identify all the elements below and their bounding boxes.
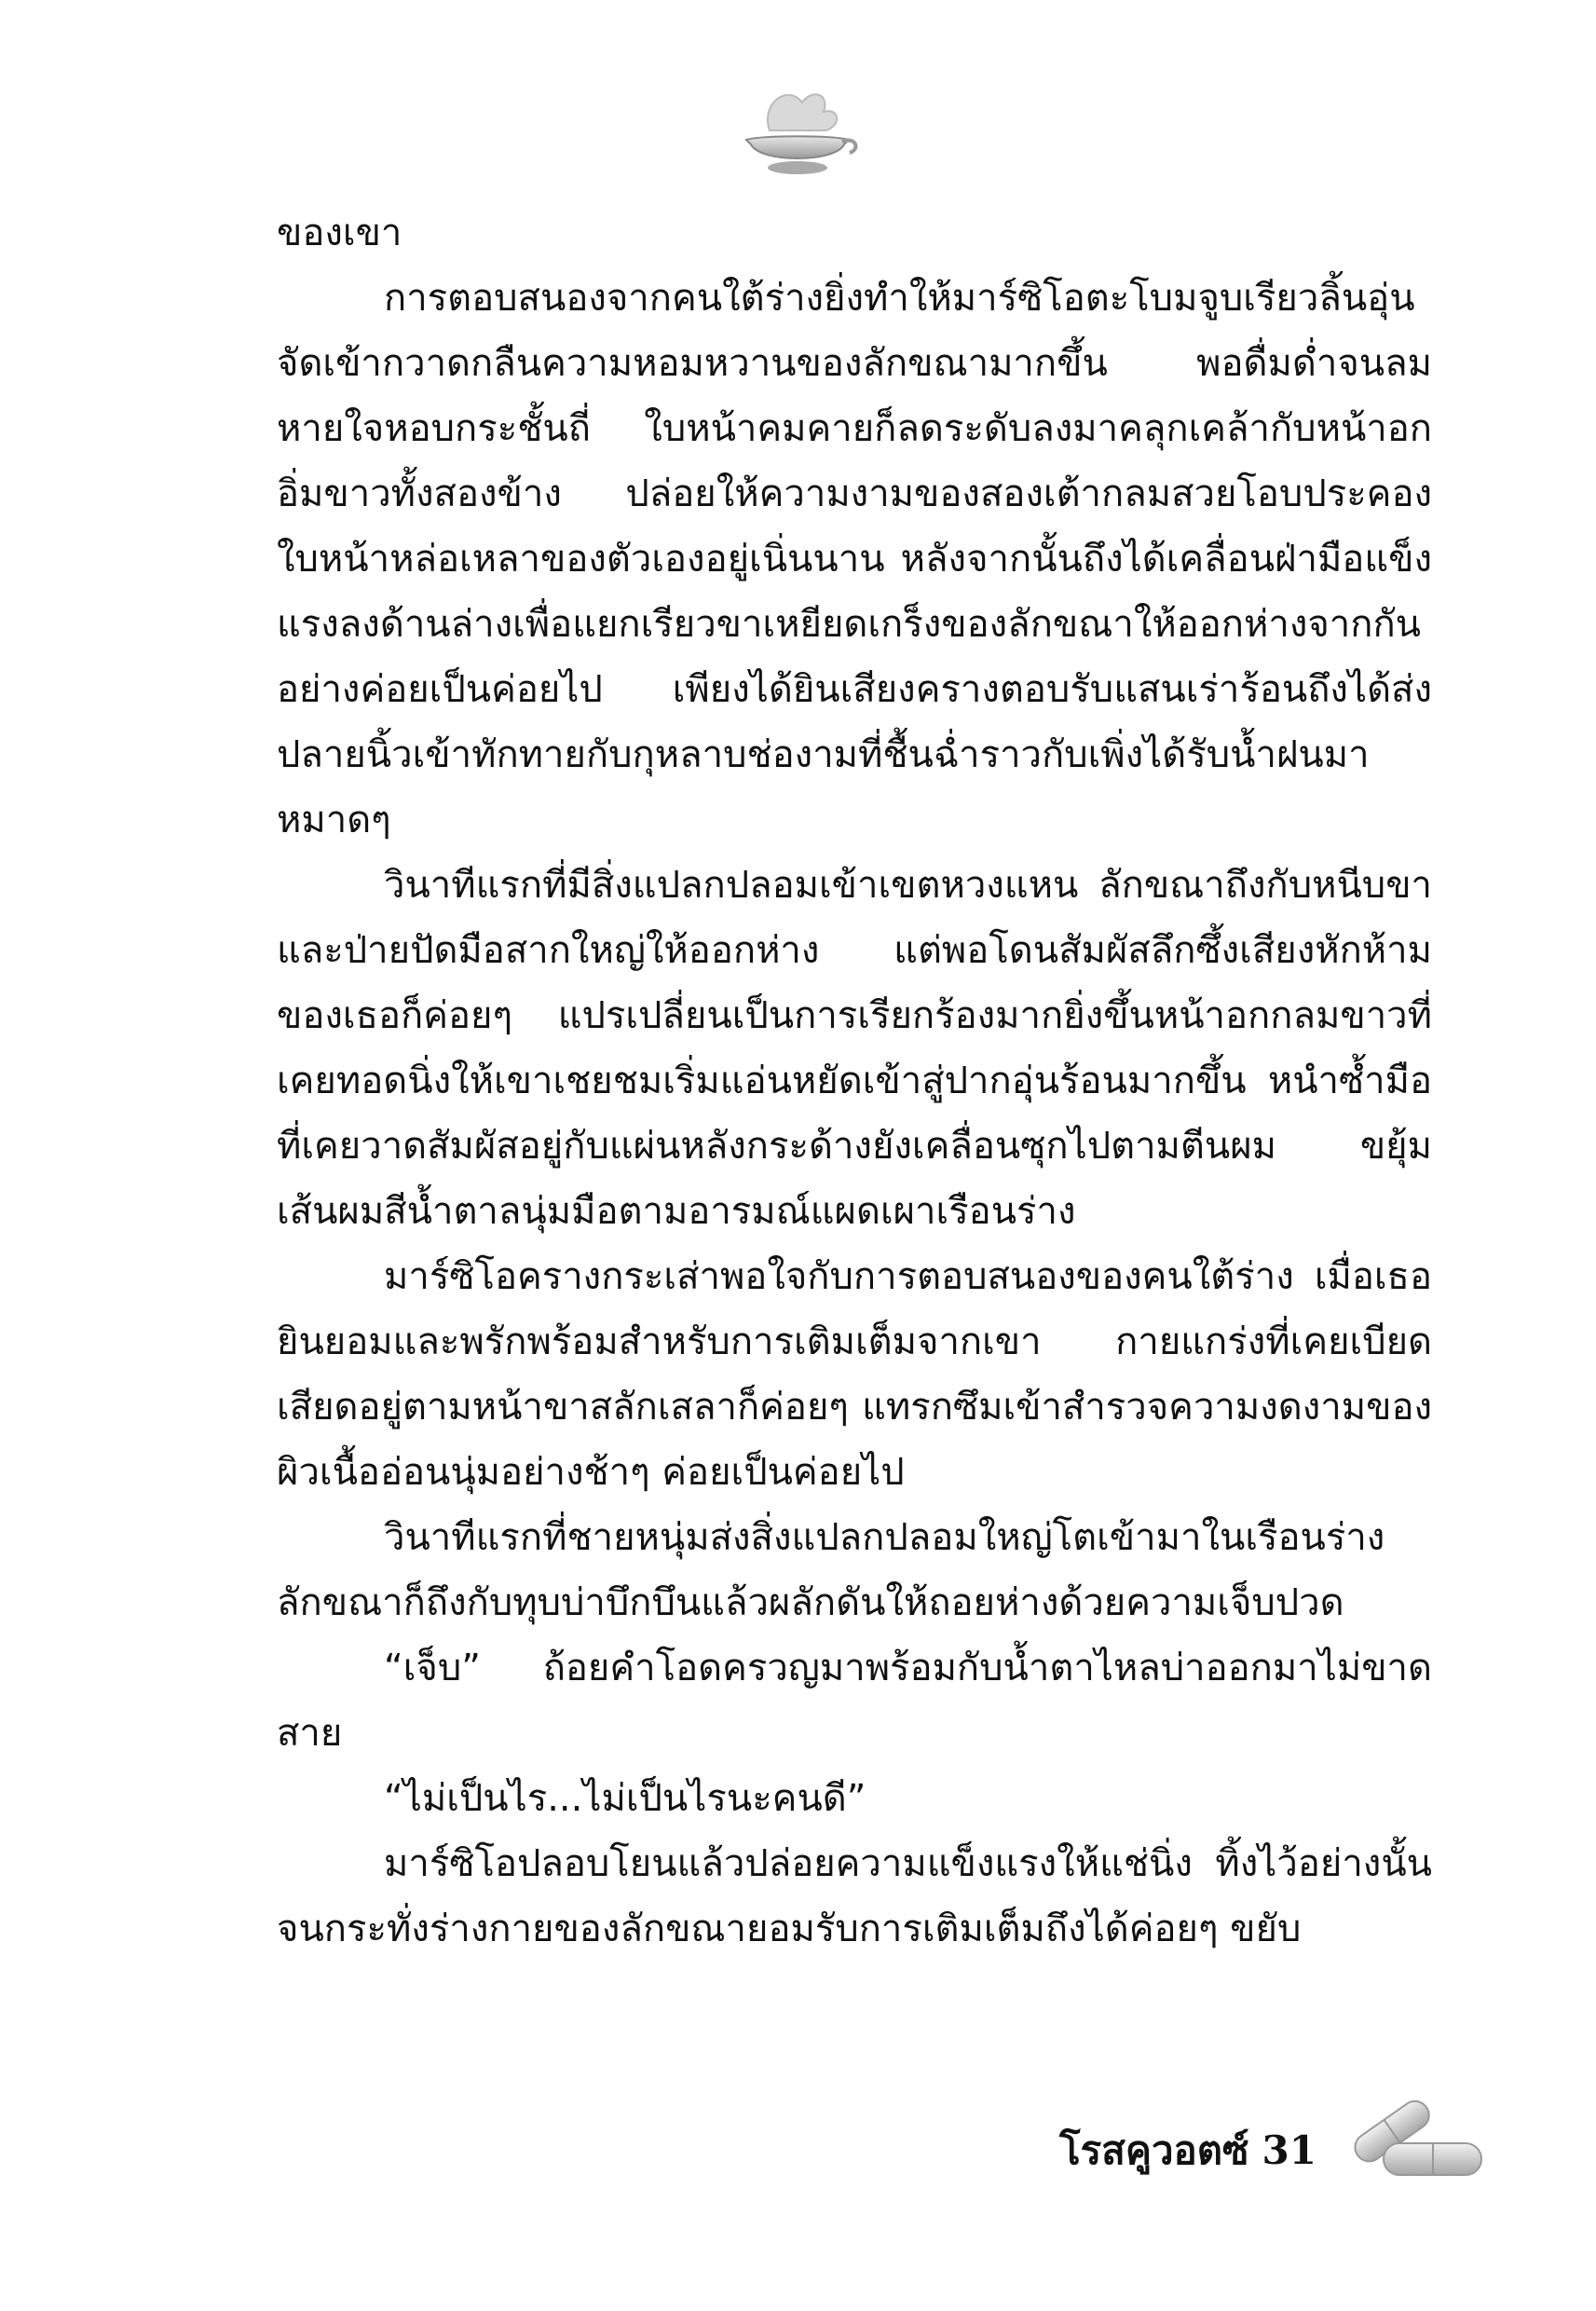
paragraph-2: การตอบสนองจากคนใต้ร่างยิ่งทำให้มาร์ซิโอตะโบมจูบเรียวลิ้นอุ่นจัดเข้ากวาดกลืนความหอมหวานของลักขณามากขึ้น พอดื่มด่ำจนลมหายใจหอบกระชั้นถี่ ใบหน้าคมคายก็ลดระดับลงมาคลุกเคล้ากับหน้าอกอิ่มขาวทั้งสองข้าง ปล่อยให้ความงามของสองเต้ากลมสวยโอบประคองใบหน้าหล่อเหลาของตัวเองอยู่เนิ่นนาน หลังจากนั้นถึงได้เคลื่อนฝ่ามือแข็งแรงลงด้านล่างเพื่อแยกเรียวขาเหยียดเกร็งของลักขณาให้ออกห่างจากกันอย่างค่อยเป็นค่อยไป เพียงได้ยินเสียงครางตอบรับแสนเร่าร้อนถึงได้ส่งปลายนิ้วเข้าทักทายกับกุหลาบช่องามที่ชื้นฉ่ำราวกับเพิ่งได้รับน้ำฝนมาหมาดๆ <box>277 277 1432 841</box>
paragraph-1: ของเขา <box>277 212 402 254</box>
paragraph-7: “ไม่เป็นไร...ไม่เป็นไรนะคนดี” <box>384 1777 866 1820</box>
book-title: โรสคูวอตซ์ <box>1059 2127 1249 2173</box>
paragraph-6: “เจ็บ” ถ้อยคำโอดครวญมาพร้อมกับน้ำตาไหลบ่าออกมาไม่ขาดสาย <box>277 1647 1432 1755</box>
body-text <box>277 200 1432 1962</box>
paragraph-5: วินาทีแรกที่ชายหนุ่มส่งสิ่งแปลกปลอมใหญ่โตเข้ามาในเรือนร่างลักขณาก็ถึงกับทุบบ่าบึกบึนแล้วผลักดันให้ถอยห่างด้วยความเจ็บปวด <box>277 1516 1385 1624</box>
pills-icon <box>1332 2087 1491 2199</box>
paragraph-8: มาร์ซิโอปลอบโยนแล้วปล่อยความแข็งแรงให้แช่นิ่ง ทิ้งไว้อย่างนั้นจนกระทั่งร่างกายของลักขณายอมรับการเติมเต็มถึงได้ค่อยๆ ขยับ <box>277 1842 1432 1950</box>
page-number: 31 <box>1262 2127 1316 2173</box>
lamp-ornament-icon <box>732 75 863 186</box>
paragraph-3: วินาทีแรกที่มีสิ่งแปลกปลอมเข้าเขตหวงแหน ลักขณาถึงกับหนีบขาและป่ายปัดมือสากใหญ่ให้ออกห่าง แต่พอโดนสัมผัสลึกซึ้งเสียงหักห้ามของเธอก็ค่อยๆ แปรเปลี่ยนเป็นการเรียกร้องมากยิ่งขึ้นหน้าอกกลมขาวที่เคยทอดนิ่งให้เขาเชยชมเริ่มแอ่นหยัดเข้าสู่ปากอุ่นร้อนมากขึ้น หนำซ้ำมือที่เคยวาดสัมผัสอยู่กับแผ่นหลังกระด้างยังเคลื่อนซุกไปตามตีนผม ขยุ้มเส้นผมสีน้ำตาลนุ่มมือตามอารมณ์แผดเผาเรือนร่าง <box>277 864 1432 1233</box>
paragraph-4: มาร์ซิโอครางกระเส่าพอใจกับการตอบสนองของคนใต้ร่าง เมื่อเธอยินยอมและพรักพร้อมสำหรับการเติมเต็มจากเขา กายแกร่งที่เคยเบียดเสียดอยู่ตามหน้าขาสลักเสลาก็ค่อยๆ แทรกซึมเข้าสำรวจความงดงามของผิวเนื้ออ่อนนุ่มอย่างช้าๆ ค่อยเป็นค่อยไป <box>277 1255 1432 1494</box>
page-footer <box>1046 2120 1316 2181</box>
